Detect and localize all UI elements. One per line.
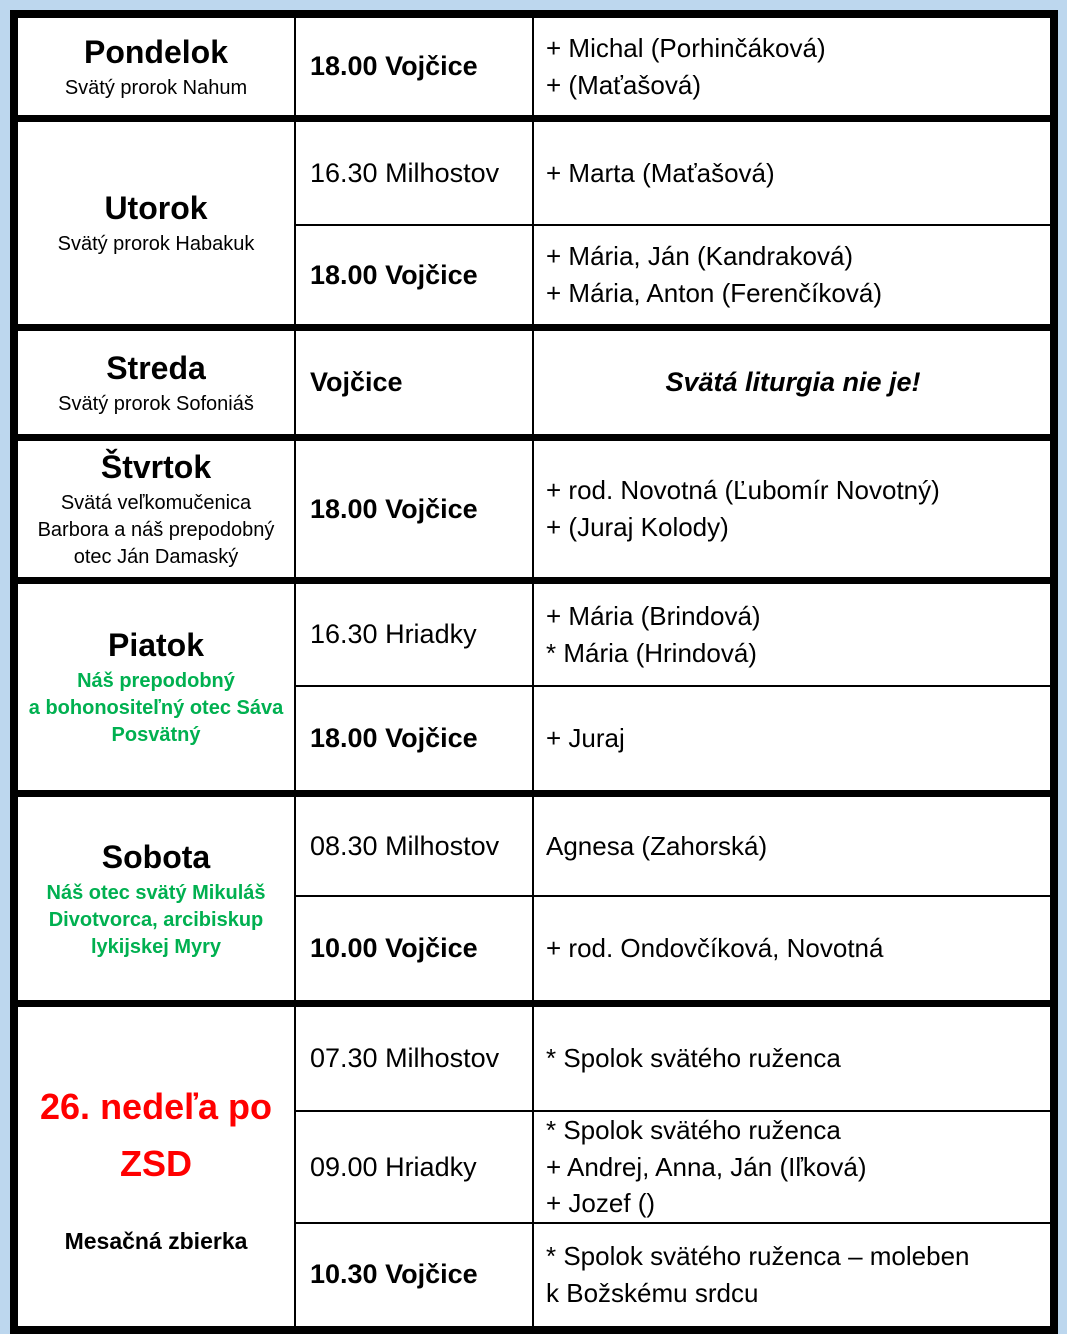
intention-line: + Mária, Anton (Ferenčíková) — [546, 278, 882, 308]
service-row — [296, 441, 1050, 577]
intention-cell — [534, 897, 1050, 1000]
feast-name — [47, 880, 266, 961]
intention-line: + rod. Novotná (Ľubomír Novotný) — [546, 475, 940, 506]
intention-line: + Mária, Ján (Kandraková) — [546, 241, 854, 272]
feast-line: Posvätný — [111, 724, 201, 746]
time-label: 18.00 Vojčice — [310, 259, 478, 290]
day-cell — [18, 1007, 296, 1326]
intention-cell — [534, 441, 1050, 577]
day-name-line: Piatok — [107, 627, 205, 663]
time-cell — [296, 122, 534, 224]
intention-line: Svätá liturgia nie je! — [665, 367, 921, 398]
time-label: 10.00 Vojčice — [310, 933, 478, 963]
intention-line: Agnesa (Zahorská) — [546, 830, 768, 861]
service-row — [296, 1222, 1050, 1326]
day-row — [18, 18, 1050, 115]
service-row — [296, 224, 1050, 324]
day-name — [40, 1078, 272, 1193]
day-cell — [18, 331, 296, 434]
time-label: 07.30 Milhostov — [310, 1043, 500, 1073]
day-cell — [18, 18, 296, 115]
day-name — [106, 348, 206, 388]
service-row — [296, 18, 1050, 115]
service-row — [296, 797, 1050, 895]
intention-line: * Spolok svätého ruženca – moleben — [546, 1240, 970, 1271]
intention-cell — [534, 18, 1050, 115]
feast-line: Svätý prorok Nahum — [64, 76, 248, 99]
day-name-line: Streda — [106, 349, 206, 386]
time-cell — [296, 584, 534, 685]
feast-line: Náš prepodobný — [77, 670, 235, 692]
time-cell — [296, 1112, 534, 1222]
feast-line: Svätá veľkomučenica — [60, 492, 252, 514]
time-label: 16.30 Milhostov — [310, 157, 500, 188]
feast-line: lykijskej Myry — [90, 935, 222, 958]
intention-line: + Marta (Maťašová) — [546, 157, 775, 188]
service-subrows — [296, 797, 1050, 1000]
intention-line: + Juraj — [546, 723, 625, 754]
day-name — [104, 188, 207, 228]
time-label: 10.30 Vojčice — [310, 1259, 478, 1290]
day-row — [18, 115, 1050, 324]
intention-cell — [534, 1112, 1050, 1222]
feast-line: Náš otec svätý Mikuláš — [46, 881, 266, 904]
service-subrows — [296, 18, 1050, 115]
intention-cell — [534, 122, 1050, 224]
service-row — [296, 895, 1050, 1000]
day-row — [18, 1000, 1050, 1326]
service-row — [296, 331, 1050, 434]
intention-cell — [534, 687, 1050, 790]
day-row — [18, 577, 1050, 790]
schedule-table — [10, 10, 1058, 1334]
intention-line: + Mária (Brindová) — [546, 600, 761, 631]
time-label: 08.30 Milhostov — [310, 830, 500, 861]
intention-line: + (Maťašová) — [546, 69, 701, 100]
day-name-line: ZSD — [119, 1143, 192, 1185]
service-row — [296, 122, 1050, 224]
intention-line: + rod. Ondovčíková, Novotná — [546, 933, 884, 964]
day-row — [18, 434, 1050, 577]
day-cell — [18, 441, 296, 577]
service-subrows — [296, 584, 1050, 790]
time-cell — [296, 897, 534, 1000]
time-cell — [296, 331, 534, 434]
time-cell — [296, 18, 534, 115]
intention-cell — [534, 797, 1050, 895]
service-row — [296, 1007, 1050, 1110]
intention-line: + Andrej, Anna, Ján (Iľková) — [546, 1151, 867, 1182]
feast-name — [29, 668, 283, 749]
intention-cell — [534, 584, 1050, 685]
service-row — [296, 584, 1050, 685]
intention-line: k Božskému srdcu — [546, 1277, 759, 1308]
day-cell — [18, 122, 296, 324]
day-name-line: Pondelok — [83, 33, 228, 70]
day-name-line: Sobota — [101, 838, 211, 875]
intention-line: * Spolok svätého ruženca — [546, 1114, 841, 1145]
service-subrows — [296, 331, 1050, 434]
day-row — [18, 790, 1050, 1000]
day-name-line: Štvrtok — [100, 449, 212, 485]
feast-line: otec Ján Damaský — [73, 546, 239, 568]
feast-name — [58, 231, 255, 258]
feast-name — [38, 490, 275, 571]
intention-line: * Mária (Hrindová) — [546, 637, 757, 668]
day-cell — [18, 584, 296, 790]
day-name-line: Utorok — [104, 190, 208, 226]
time-cell — [296, 1007, 534, 1110]
time-cell — [296, 687, 534, 790]
feast-line: Svätý prorok Habakuk — [57, 233, 255, 255]
time-label: 09.00 Hriadky — [310, 1151, 477, 1182]
time-cell — [296, 1224, 534, 1326]
time-label: 18.00 Vojčice — [310, 493, 478, 524]
intention-line: + (Juraj Kolody) — [546, 512, 729, 542]
service-subrows — [296, 441, 1050, 577]
day-name — [101, 447, 211, 487]
intention-line: + Michal (Porhinčáková) — [546, 32, 826, 63]
day-name-line: 26. nedeľa po — [40, 1085, 272, 1127]
time-label: 18.00 Vojčice — [310, 51, 478, 81]
time-label: Vojčice — [310, 367, 403, 397]
time-label: 18.00 Vojčice — [310, 723, 478, 753]
day-name — [108, 625, 204, 665]
intention-line: + Jozef () — [546, 1188, 656, 1219]
time-label: 16.30 Hriadky — [310, 619, 477, 649]
no-liturgy-notice — [534, 331, 1050, 434]
time-cell — [296, 226, 534, 324]
service-subrows — [296, 122, 1050, 324]
day-row — [18, 324, 1050, 434]
service-row — [296, 685, 1050, 790]
service-subrows — [296, 1007, 1050, 1326]
feast-name — [58, 391, 254, 418]
day-name — [84, 32, 228, 72]
day-cell — [18, 797, 296, 1000]
intention-line: * Spolok svätého ruženca — [546, 1043, 841, 1074]
feast-line: Divotvorca, arcibiskup — [48, 908, 264, 931]
feast-line: Barbora a náš prepodobný — [37, 519, 275, 541]
feast-line: Svätý prorok Sofoniáš — [58, 392, 254, 415]
intention-cell — [534, 1007, 1050, 1110]
time-cell — [296, 441, 534, 577]
day-name — [102, 837, 210, 877]
day-note: Mesačná zbierka — [64, 1227, 248, 1254]
intention-cell — [534, 1224, 1050, 1326]
feast-name — [65, 75, 247, 102]
feast-line: a bohonositeľný otec Sáva — [28, 697, 284, 719]
time-cell — [296, 797, 534, 895]
intention-cell — [534, 226, 1050, 324]
service-row — [296, 1110, 1050, 1222]
